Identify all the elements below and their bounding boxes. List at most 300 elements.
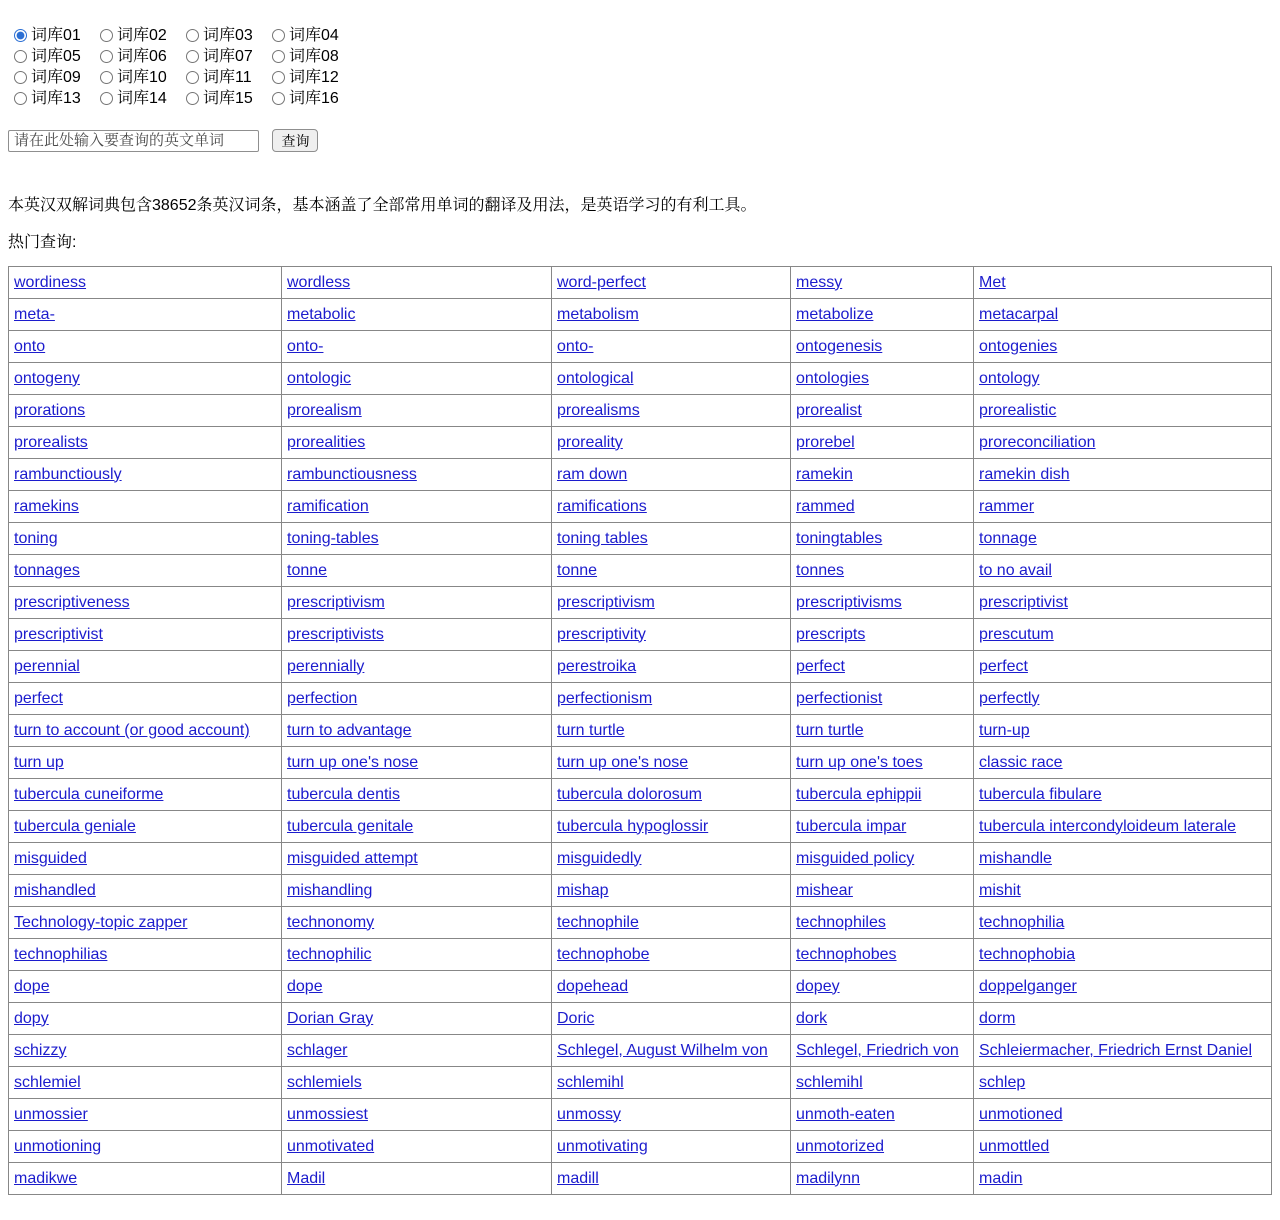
- table-cell: [791, 715, 974, 747]
- word-link[interactable]: rambunctiousness: [287, 465, 417, 483]
- word-link[interactable]: dopey: [796, 977, 840, 995]
- word-link[interactable]: technophobes: [796, 945, 897, 963]
- word-link[interactable]: tonne: [557, 561, 598, 579]
- table-cell: [282, 1099, 552, 1131]
- table-cell: [9, 587, 282, 619]
- word-link[interactable]: prescriptivism: [287, 593, 385, 611]
- table-cell: [282, 1131, 552, 1163]
- word-link[interactable]: prescriptivist: [979, 593, 1068, 611]
- table-cell: [974, 459, 1272, 491]
- table-cell: [9, 395, 282, 427]
- word-link[interactable]: mishap: [557, 881, 609, 899]
- word-link[interactable]: madilynn: [796, 1169, 861, 1187]
- word-link[interactable]: perfect: [796, 657, 845, 675]
- word-link[interactable]: prescutum: [979, 625, 1054, 643]
- word-link[interactable]: prorations: [14, 401, 86, 419]
- lexicon-form: [8, 25, 1272, 153]
- word-link[interactable]: schizzy: [14, 1041, 67, 1059]
- lexicon-label: 词库15: [203, 90, 253, 107]
- table-cell: [974, 427, 1272, 459]
- table-cell: [974, 587, 1272, 619]
- table-row: [9, 523, 1272, 555]
- table-row: [9, 619, 1272, 651]
- word-link[interactable]: schlep: [979, 1073, 1026, 1091]
- lexicon-option[interactable]: [180, 67, 266, 88]
- word-link[interactable]: mishandle: [979, 849, 1052, 867]
- word-link[interactable]: ramekin dish: [979, 465, 1070, 483]
- word-link[interactable]: unmossiest: [287, 1105, 368, 1123]
- lexicon-radio[interactable]: [186, 92, 199, 105]
- lexicon-option[interactable]: [266, 88, 352, 109]
- table-cell: [9, 491, 282, 523]
- table-cell: [974, 843, 1272, 875]
- lexicon-radio[interactable]: [14, 50, 27, 63]
- word-link[interactable]: perfect: [14, 689, 63, 707]
- table-row: [9, 1003, 1272, 1035]
- word-link[interactable]: tubercula geniale: [14, 817, 136, 835]
- word-link[interactable]: proreconciliation: [979, 433, 1096, 451]
- lexicon-label: 词库08: [289, 48, 339, 65]
- table-cell: [552, 555, 791, 587]
- word-link[interactable]: misguidedly: [557, 849, 642, 867]
- word-link[interactable]: metabolism: [557, 305, 639, 323]
- word-link[interactable]: perfection: [287, 689, 358, 707]
- table-row: [9, 907, 1272, 939]
- table-cell: [9, 1131, 282, 1163]
- table-cell: [552, 843, 791, 875]
- table-cell: [282, 939, 552, 971]
- table-cell: [791, 907, 974, 939]
- table-cell: [552, 907, 791, 939]
- table-cell: [552, 971, 791, 1003]
- word-link[interactable]: prescriptivisms: [796, 593, 902, 611]
- table-row: [9, 1163, 1272, 1195]
- table-cell: [791, 299, 974, 331]
- word-link[interactable]: perfect: [979, 657, 1028, 675]
- word-link[interactable]: tonnes: [796, 561, 845, 579]
- lexicon-radio[interactable]: [14, 92, 27, 105]
- word-link[interactable]: technophile: [557, 913, 639, 931]
- word-link[interactable]: prescriptivists: [287, 625, 384, 643]
- table-row: [9, 1131, 1272, 1163]
- word-link[interactable]: madikwe: [14, 1169, 78, 1187]
- word-link[interactable]: prorealism: [287, 401, 362, 419]
- word-link[interactable]: perennial: [14, 657, 80, 675]
- lexicon-option[interactable]: [266, 25, 352, 46]
- lexicon-option[interactable]: [180, 88, 266, 109]
- table-cell: [9, 459, 282, 491]
- table-cell: [791, 395, 974, 427]
- table-cell: [282, 427, 552, 459]
- table-cell: [282, 523, 552, 555]
- table-cell: [791, 939, 974, 971]
- table-cell: [974, 331, 1272, 363]
- table-cell: [974, 971, 1272, 1003]
- table-cell: [552, 939, 791, 971]
- word-link[interactable]: ramekins: [14, 497, 79, 515]
- word-link[interactable]: dope: [287, 977, 323, 995]
- lexicon-label: 词库06: [117, 48, 167, 65]
- table-cell: [552, 779, 791, 811]
- lexicon-option[interactable]: [180, 46, 266, 67]
- word-link[interactable]: onto-: [557, 337, 594, 355]
- word-link[interactable]: tubercula dentis: [287, 785, 400, 803]
- word-link[interactable]: mishit: [979, 881, 1021, 899]
- word-link[interactable]: Met: [979, 273, 1006, 291]
- word-link[interactable]: to no avail: [979, 561, 1052, 579]
- word-link[interactable]: rammed: [796, 497, 855, 515]
- lexicon-label: 词库11: [203, 69, 252, 86]
- word-link[interactable]: technophobia: [979, 945, 1076, 963]
- table-cell: [791, 619, 974, 651]
- table-cell: [791, 1163, 974, 1195]
- word-link[interactable]: tubercula hypoglossir: [557, 817, 709, 835]
- word-link[interactable]: prescriptivist: [14, 625, 103, 643]
- word-link[interactable]: turn to account (or good account): [14, 721, 250, 739]
- word-link[interactable]: rambunctiously: [14, 465, 122, 483]
- table-cell: [791, 1003, 974, 1035]
- lexicon-option[interactable]: [94, 25, 180, 46]
- word-link[interactable]: mishandled: [14, 881, 96, 899]
- word-link[interactable]: onto-: [287, 337, 324, 355]
- word-link[interactable]: classic race: [979, 753, 1063, 771]
- table-cell: [552, 715, 791, 747]
- word-link[interactable]: perennially: [287, 657, 365, 675]
- word-link[interactable]: ontogenies: [979, 337, 1058, 355]
- table-cell: [282, 747, 552, 779]
- word-link[interactable]: turn-up: [979, 721, 1030, 739]
- word-link[interactable]: tubercula fibulare: [979, 785, 1102, 803]
- table-cell: [791, 587, 974, 619]
- word-link[interactable]: tonne: [287, 561, 328, 579]
- word-link[interactable]: schlager: [287, 1041, 348, 1059]
- lexicon-option[interactable]: [8, 67, 94, 88]
- table-cell: [9, 1067, 282, 1099]
- word-link[interactable]: unmotivating: [557, 1137, 648, 1155]
- table-row: [9, 1067, 1272, 1099]
- table-cell: [282, 683, 552, 715]
- word-link[interactable]: word-perfect: [557, 273, 646, 291]
- table-cell: [552, 459, 791, 491]
- table-cell: [282, 715, 552, 747]
- word-link[interactable]: schlemihl: [557, 1073, 624, 1091]
- word-link[interactable]: doppelganger: [979, 977, 1077, 995]
- word-link[interactable]: technonomy: [287, 913, 375, 931]
- table-cell: [9, 299, 282, 331]
- word-link[interactable]: technophilia: [979, 913, 1065, 931]
- lexicon-option[interactable]: [266, 46, 352, 67]
- word-link[interactable]: rammer: [979, 497, 1035, 515]
- lexicon-radio[interactable]: [186, 71, 199, 84]
- word-link[interactable]: messy: [796, 273, 843, 291]
- table-cell: [552, 523, 791, 555]
- lexicon-radio[interactable]: [272, 29, 285, 42]
- word-link[interactable]: Madil: [287, 1169, 326, 1187]
- lexicon-label: 词库16: [289, 90, 339, 107]
- lexicon-option[interactable]: [94, 88, 180, 109]
- word-link[interactable]: turn turtle: [796, 721, 864, 739]
- lexicon-label: 词库09: [31, 69, 81, 86]
- table-cell: [791, 267, 974, 299]
- table-cell: [552, 1099, 791, 1131]
- word-link[interactable]: prorebel: [796, 433, 855, 451]
- word-link[interactable]: Schleiermacher, Friedrich Ernst Daniel: [979, 1041, 1252, 1059]
- lexicon-radio[interactable]: [272, 50, 285, 63]
- lexicon-radio[interactable]: [100, 71, 113, 84]
- word-link[interactable]: ramification: [287, 497, 369, 515]
- lexicon-option[interactable]: [94, 67, 180, 88]
- lexicon-radio[interactable]: [100, 29, 113, 42]
- word-link[interactable]: Schlegel, Friedrich von: [796, 1041, 959, 1059]
- word-link[interactable]: technophilias: [14, 945, 108, 963]
- word-link[interactable]: prorealist: [796, 401, 862, 419]
- table-row: [9, 459, 1272, 491]
- word-link[interactable]: tonnage: [979, 529, 1037, 547]
- table-row: [9, 779, 1272, 811]
- word-link[interactable]: unmotioning: [14, 1137, 102, 1155]
- word-link[interactable]: proreality: [557, 433, 623, 451]
- table-cell: [791, 747, 974, 779]
- word-link[interactable]: prorealists: [14, 433, 88, 451]
- lexicon-radio[interactable]: [272, 92, 285, 105]
- table-cell: [282, 811, 552, 843]
- lexicon-label: 词库01: [31, 27, 81, 44]
- word-link[interactable]: unmoth-eaten: [796, 1105, 895, 1123]
- lexicon-label: 词库13: [31, 90, 81, 107]
- word-link[interactable]: tubercula impar: [796, 817, 907, 835]
- table-cell: [9, 555, 282, 587]
- search-input[interactable]: [8, 130, 259, 152]
- table-cell: [552, 491, 791, 523]
- word-link[interactable]: dopy: [14, 1009, 49, 1027]
- search-button[interactable]: 查询: [272, 129, 318, 152]
- table-cell: [9, 907, 282, 939]
- word-link[interactable]: perfectionism: [557, 689, 653, 707]
- table-cell: [9, 811, 282, 843]
- word-link[interactable]: Doric: [557, 1009, 595, 1027]
- table-cell: [974, 491, 1272, 523]
- lexicon-option[interactable]: [94, 46, 180, 67]
- word-link[interactable]: unmotorized: [796, 1137, 885, 1155]
- table-cell: [9, 1099, 282, 1131]
- table-cell: [791, 459, 974, 491]
- table-row: [9, 683, 1272, 715]
- table-cell: [974, 1131, 1272, 1163]
- word-link[interactable]: tonnages: [14, 561, 80, 579]
- word-link[interactable]: prorealistic: [979, 401, 1057, 419]
- table-row: [9, 715, 1272, 747]
- word-link[interactable]: unmotivated: [287, 1137, 375, 1155]
- table-cell: [791, 843, 974, 875]
- word-link[interactable]: unmottled: [979, 1137, 1050, 1155]
- table-row: [9, 811, 1272, 843]
- lexicon-option[interactable]: [8, 46, 94, 67]
- table-cell: [9, 267, 282, 299]
- lexicon-option[interactable]: [8, 88, 94, 109]
- word-link[interactable]: mishandling: [287, 881, 373, 899]
- table-cell: [282, 651, 552, 683]
- word-link[interactable]: meta-: [14, 305, 55, 323]
- table-cell: [791, 331, 974, 363]
- word-link[interactable]: turn up: [14, 753, 64, 771]
- word-link[interactable]: perestroika: [557, 657, 637, 675]
- word-link[interactable]: mishear: [796, 881, 853, 899]
- table-cell: [552, 331, 791, 363]
- word-link[interactable]: turn turtle: [557, 721, 625, 739]
- word-link[interactable]: Dorian Gray: [287, 1009, 374, 1027]
- table-cell: [974, 363, 1272, 395]
- table-cell: [9, 715, 282, 747]
- table-cell: [552, 1035, 791, 1067]
- word-link[interactable]: ramekin: [796, 465, 853, 483]
- word-link[interactable]: dorm: [979, 1009, 1016, 1027]
- lexicon-label: 词库03: [203, 27, 253, 44]
- table-row: [9, 843, 1272, 875]
- word-link[interactable]: Schlegel, August Wilhelm von: [557, 1041, 768, 1059]
- word-link[interactable]: turn up one's nose: [557, 753, 689, 771]
- word-link[interactable]: dopehead: [557, 977, 629, 995]
- table-cell: [974, 1099, 1272, 1131]
- word-link[interactable]: wordiness: [14, 273, 87, 291]
- word-link[interactable]: schlemiels: [287, 1073, 362, 1091]
- table-cell: [791, 1067, 974, 1099]
- table-cell: [791, 1035, 974, 1067]
- table-cell: [974, 1003, 1272, 1035]
- table-row: [9, 299, 1272, 331]
- word-link[interactable]: toning-tables: [287, 529, 379, 547]
- word-link[interactable]: tubercula dolorosum: [557, 785, 702, 803]
- word-link[interactable]: prorealities: [287, 433, 366, 451]
- table-cell: [974, 619, 1272, 651]
- table-cell: [552, 1163, 791, 1195]
- table-cell: [282, 1035, 552, 1067]
- word-link[interactable]: tubercula genitale: [287, 817, 414, 835]
- table-cell: [552, 587, 791, 619]
- table-row: [9, 363, 1272, 395]
- word-link[interactable]: ontologic: [287, 369, 352, 387]
- word-link[interactable]: perfectionist: [796, 689, 883, 707]
- table-cell: [791, 971, 974, 1003]
- word-link[interactable]: onto: [14, 337, 46, 355]
- word-link[interactable]: dork: [796, 1009, 828, 1027]
- word-link[interactable]: schlemiel: [14, 1073, 81, 1091]
- table-row: [9, 747, 1272, 779]
- table-row: [9, 395, 1272, 427]
- word-link[interactable]: toning: [14, 529, 58, 547]
- word-link[interactable]: metabolize: [796, 305, 874, 323]
- lexicon-radio[interactable]: [100, 50, 113, 63]
- table-cell: [552, 267, 791, 299]
- table-cell: [974, 1067, 1272, 1099]
- table-cell: [552, 1131, 791, 1163]
- word-link[interactable]: Technology-topic zapper: [14, 913, 188, 931]
- word-link[interactable]: madin: [979, 1169, 1023, 1187]
- table-cell: [552, 1067, 791, 1099]
- word-link[interactable]: metabolic: [287, 305, 356, 323]
- table-row: [9, 267, 1272, 299]
- table-cell: [974, 299, 1272, 331]
- word-link[interactable]: schlemihl: [796, 1073, 863, 1091]
- table-row: [9, 555, 1272, 587]
- table-row: [9, 651, 1272, 683]
- lexicon-option[interactable]: [8, 25, 94, 46]
- word-link[interactable]: wordless: [287, 273, 351, 291]
- word-link[interactable]: ram down: [557, 465, 628, 483]
- word-link[interactable]: tubercula cuneiforme: [14, 785, 164, 803]
- word-link[interactable]: technophobe: [557, 945, 650, 963]
- word-link[interactable]: prescriptivism: [557, 593, 655, 611]
- word-link[interactable]: ramifications: [557, 497, 647, 515]
- word-link[interactable]: ontology: [979, 369, 1040, 387]
- table-cell: [9, 779, 282, 811]
- word-link[interactable]: turn to advantage: [287, 721, 412, 739]
- word-link[interactable]: misguided attempt: [287, 849, 418, 867]
- word-link[interactable]: perfectly: [979, 689, 1040, 707]
- lexicon-option[interactable]: [180, 25, 266, 46]
- word-link[interactable]: toning tables: [557, 529, 648, 547]
- word-link[interactable]: prescriptiveness: [14, 593, 130, 611]
- lexicon-option[interactable]: [266, 67, 352, 88]
- word-link[interactable]: madill: [557, 1169, 599, 1187]
- word-link[interactable]: ontogeny: [14, 369, 80, 387]
- word-link[interactable]: technophiles: [796, 913, 886, 931]
- table-cell: [552, 875, 791, 907]
- word-link[interactable]: misguided policy: [796, 849, 915, 867]
- word-link[interactable]: metacarpal: [979, 305, 1059, 323]
- lexicon-radio[interactable]: [186, 29, 199, 42]
- table-cell: [9, 363, 282, 395]
- word-link[interactable]: prescripts: [796, 625, 866, 643]
- table-cell: [282, 843, 552, 875]
- word-link[interactable]: prorealisms: [557, 401, 640, 419]
- word-link[interactable]: ontologies: [796, 369, 869, 387]
- word-link[interactable]: unmotioned: [979, 1105, 1063, 1123]
- word-link[interactable]: ontogenesis: [796, 337, 883, 355]
- word-link[interactable]: turn up one's nose: [287, 753, 419, 771]
- word-link[interactable]: unmossier: [14, 1105, 88, 1123]
- word-link[interactable]: unmossy: [557, 1105, 622, 1123]
- table-cell: [974, 715, 1272, 747]
- lexicon-radio[interactable]: [100, 92, 113, 105]
- word-link[interactable]: technophilic: [287, 945, 372, 963]
- table-cell: [974, 267, 1272, 299]
- word-link[interactable]: misguided: [14, 849, 87, 867]
- lexicon-label: 词库02: [117, 27, 167, 44]
- hot-words-table: [8, 266, 1272, 1195]
- word-link[interactable]: ontological: [557, 369, 634, 387]
- table-cell: [974, 779, 1272, 811]
- table-cell: [791, 491, 974, 523]
- table-cell: [974, 907, 1272, 939]
- word-link[interactable]: dope: [14, 977, 50, 995]
- word-link[interactable]: tubercula intercondyloideum laterale: [979, 817, 1237, 835]
- table-cell: [282, 971, 552, 1003]
- word-link[interactable]: prescriptivity: [557, 625, 646, 643]
- lexicon-label: 词库05: [31, 48, 81, 65]
- word-link[interactable]: tubercula ephippii: [796, 785, 922, 803]
- table-cell: [974, 1035, 1272, 1067]
- lexicon-radio[interactable]: [272, 71, 285, 84]
- word-link[interactable]: toningtables: [796, 529, 883, 547]
- table-row: [9, 587, 1272, 619]
- lexicon-radio[interactable]: [14, 71, 27, 84]
- table-cell: [552, 1003, 791, 1035]
- table-cell: [974, 811, 1272, 843]
- lexicon-radio[interactable]: [14, 29, 27, 42]
- lexicon-radio[interactable]: [186, 50, 199, 63]
- table-cell: [791, 427, 974, 459]
- word-link[interactable]: turn up one's toes: [796, 753, 923, 771]
